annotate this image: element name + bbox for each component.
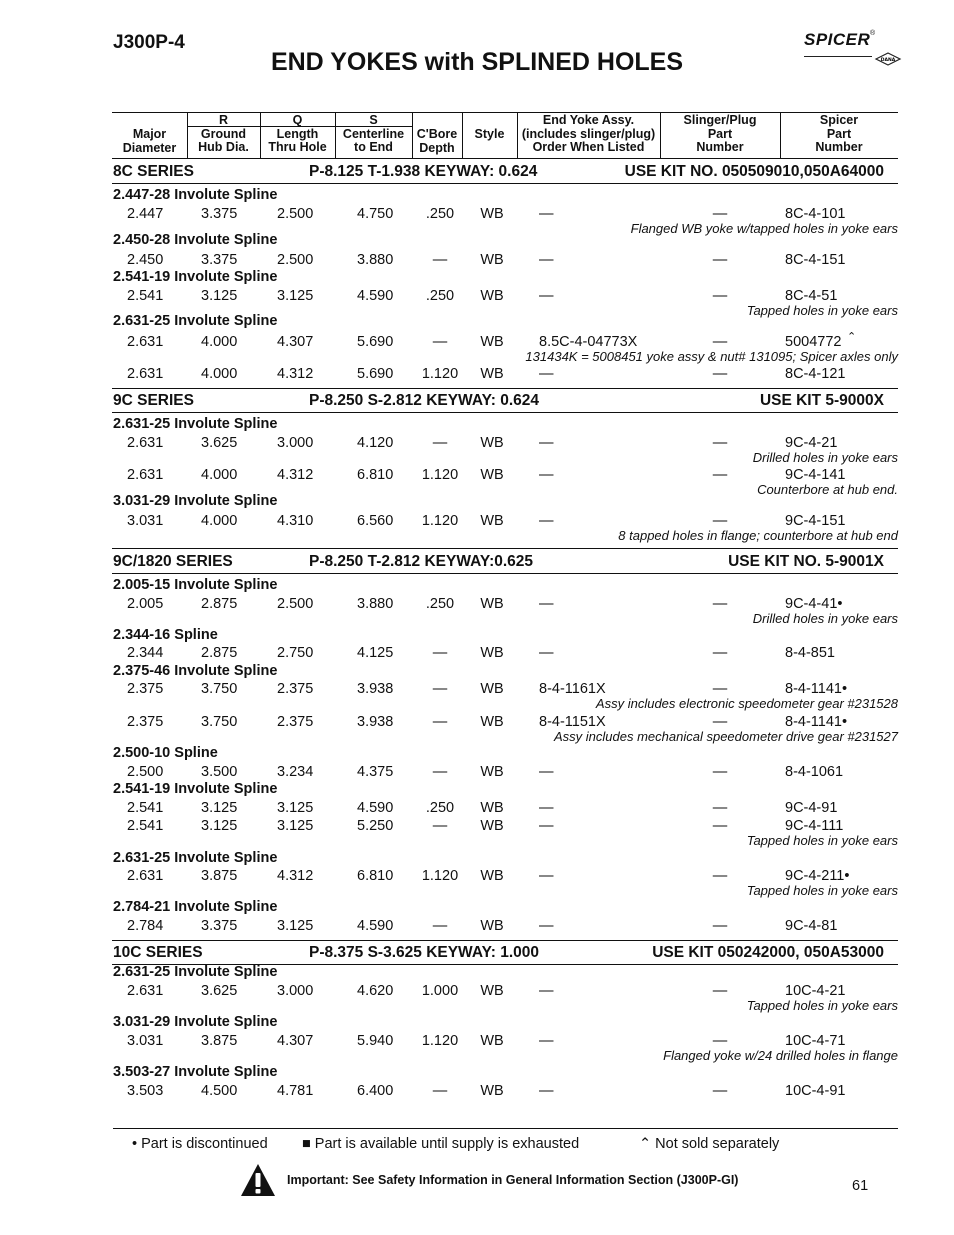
cell-q: 4.312 bbox=[277, 467, 314, 483]
cell-style: WB bbox=[480, 596, 504, 612]
cell-r: 4.000 bbox=[201, 334, 238, 350]
cell-style: WB bbox=[480, 366, 504, 382]
cell-r: 3.375 bbox=[201, 252, 238, 268]
cell-cbore: 1.120 bbox=[421, 868, 459, 884]
cell-slinger: — bbox=[712, 467, 728, 483]
cell-slinger: — bbox=[712, 681, 728, 697]
cell-cbore: .250 bbox=[425, 206, 455, 222]
cell-style: WB bbox=[480, 513, 504, 529]
row-note: 131434K = 5008451 yoke assy & nut# 131095; Spicer axles only bbox=[525, 349, 898, 364]
cell-major: 2.541 bbox=[127, 288, 164, 304]
cell-s: 3.938 bbox=[357, 714, 394, 730]
cell-cbore: .250 bbox=[425, 596, 455, 612]
cell-spicer: 9C-4-81 bbox=[785, 918, 838, 934]
cell-spicer: 9C-4-151 bbox=[785, 513, 846, 529]
dana-badge-text: DANA bbox=[880, 58, 896, 63]
cell-slinger: — bbox=[712, 868, 728, 884]
series-name: 9C/1820 SERIES bbox=[113, 553, 233, 570]
cell-cbore: — bbox=[432, 645, 448, 661]
cell-major: 2.344 bbox=[127, 645, 164, 661]
cell-slinger: — bbox=[712, 918, 728, 934]
row-note: Assy includes electronic speedometer gear #231528 bbox=[595, 696, 898, 711]
cell-major: 2.500 bbox=[127, 764, 164, 780]
registered-mark: ® bbox=[870, 30, 876, 37]
cell-spicer: 9C-4-21 bbox=[785, 435, 838, 451]
series-rule bbox=[112, 183, 898, 184]
cell-cbore: 1.120 bbox=[421, 467, 459, 483]
row-note: Assy includes mechanical speedometer drive gear #231527 bbox=[554, 729, 898, 744]
series-name: 8C SERIES bbox=[113, 163, 194, 180]
spline-heading: 3.031-29 Involute Spline bbox=[113, 493, 278, 509]
cell-major: 2.631 bbox=[127, 983, 164, 999]
cell-q: 2.500 bbox=[277, 206, 314, 222]
cell-style: WB bbox=[480, 1033, 504, 1049]
spline-heading: 2.631-25 Involute Spline bbox=[113, 416, 278, 432]
cell-s: 4.375 bbox=[357, 764, 394, 780]
cell-style: WB bbox=[480, 288, 504, 304]
cell-slinger: — bbox=[712, 818, 728, 834]
spline-heading: 2.631-25 Involute Spline bbox=[113, 850, 278, 866]
cell-style: WB bbox=[480, 334, 504, 350]
series-rule bbox=[112, 940, 898, 941]
series-name: 9C SERIES bbox=[113, 392, 194, 409]
cell-major: 2.375 bbox=[127, 714, 164, 730]
cell-spicer: 9C-4-41• bbox=[785, 596, 843, 612]
cell-style: WB bbox=[480, 800, 504, 816]
cell-s: 6.560 bbox=[357, 513, 394, 529]
cell-slinger: — bbox=[712, 596, 728, 612]
cell-assy: — bbox=[539, 206, 554, 222]
cell-s: 6.400 bbox=[357, 1083, 394, 1099]
cell-major: 2.631 bbox=[127, 467, 164, 483]
cell-slinger: — bbox=[712, 366, 728, 382]
cell-r: 3.625 bbox=[201, 983, 238, 999]
cell-r: 3.875 bbox=[201, 1033, 238, 1049]
cell-s: 6.810 bbox=[357, 467, 394, 483]
cell-spicer: 9C-4-91 bbox=[785, 800, 838, 816]
cell-slinger: — bbox=[712, 288, 728, 304]
cell-cbore: — bbox=[432, 334, 448, 350]
header-spicer-part: Spicer Part Number bbox=[815, 113, 863, 154]
series-rule bbox=[112, 388, 898, 389]
cell-cbore: — bbox=[432, 252, 448, 268]
page-number: 61 bbox=[852, 1178, 869, 1194]
page-title: END YOKES with SPLINED HOLES bbox=[270, 48, 684, 76]
cell-assy: — bbox=[539, 800, 554, 816]
cell-r: 3.375 bbox=[201, 206, 238, 222]
cell-s: 4.125 bbox=[357, 645, 394, 661]
spline-heading: 2.541-19 Involute Spline bbox=[113, 269, 278, 285]
spline-heading: 2.450-28 Involute Spline bbox=[113, 232, 278, 248]
cell-spicer: 10C-4-91 bbox=[785, 1083, 846, 1099]
warning-icon bbox=[240, 1163, 276, 1197]
cell-s: 6.810 bbox=[357, 868, 394, 884]
cell-q: 4.781 bbox=[277, 1083, 314, 1099]
legend-exhausted: ■ Part is available until supply is exhausted bbox=[302, 1136, 580, 1152]
cell-style: WB bbox=[480, 714, 504, 730]
row-note: Counterbore at hub end. bbox=[757, 482, 898, 497]
cell-assy: 8-4-1151X bbox=[539, 714, 606, 730]
header-bottom-rule bbox=[112, 158, 898, 159]
cell-slinger: — bbox=[712, 1033, 728, 1049]
cell-r: 2.875 bbox=[201, 596, 238, 612]
cell-slinger: — bbox=[712, 435, 728, 451]
cell-q: 2.500 bbox=[277, 252, 314, 268]
cell-spicer: 10C-4-71 bbox=[785, 1033, 846, 1049]
cell-assy: — bbox=[539, 818, 554, 834]
cell-assy: — bbox=[539, 252, 554, 268]
cell-q: 2.375 bbox=[277, 714, 314, 730]
cell-assy: — bbox=[539, 868, 554, 884]
cell-r: 3.125 bbox=[201, 288, 238, 304]
cell-cbore: — bbox=[432, 764, 448, 780]
cell-style: WB bbox=[480, 467, 504, 483]
cell-s: 5.690 bbox=[357, 334, 394, 350]
cell-major: 2.631 bbox=[127, 868, 164, 884]
row-note: Tapped holes in yoke ears bbox=[746, 883, 898, 898]
cell-spicer: 8-4-1141• bbox=[785, 681, 848, 697]
cell-cbore: — bbox=[432, 818, 448, 834]
cell-s: 3.880 bbox=[357, 252, 394, 268]
cell-q: 3.000 bbox=[277, 983, 314, 999]
row-note: 8 tapped holes in flange; counterbore at hub end bbox=[618, 528, 898, 543]
cell-cbore: 1.120 bbox=[421, 513, 459, 529]
cell-s: 5.250 bbox=[357, 818, 394, 834]
cell-style: WB bbox=[480, 868, 504, 884]
cell-slinger: — bbox=[712, 714, 728, 730]
cell-q: 4.307 bbox=[277, 1033, 314, 1049]
cell-style: WB bbox=[480, 983, 504, 999]
cell-r: 3.375 bbox=[201, 918, 238, 934]
cell-assy: — bbox=[539, 1083, 554, 1099]
document-id: J300P-4 bbox=[113, 32, 185, 53]
cell-s: 3.880 bbox=[357, 596, 394, 612]
spline-heading: 3.031-29 Involute Spline bbox=[113, 1014, 278, 1030]
not-sold-separately-marker: ⌃ bbox=[847, 331, 857, 343]
cell-cbore: — bbox=[432, 681, 448, 697]
cell-s: 4.120 bbox=[357, 435, 394, 451]
cell-cbore: — bbox=[432, 435, 448, 451]
series-spec: P-8.250 T-2.812 KEYWAY:0.625 bbox=[309, 553, 534, 570]
cell-spicer: 10C-4-21 bbox=[785, 983, 846, 999]
series-spec: P-8.250 S-2.812 KEYWAY: 0.624 bbox=[309, 392, 540, 409]
cell-assy: — bbox=[539, 1033, 554, 1049]
cell-slinger: — bbox=[712, 983, 728, 999]
cell-cbore: .250 bbox=[425, 288, 455, 304]
cell-major: 2.631 bbox=[127, 366, 164, 382]
cell-slinger: — bbox=[712, 513, 728, 529]
cell-q: 3.125 bbox=[277, 800, 314, 816]
cell-style: WB bbox=[480, 681, 504, 697]
spline-heading: 2.631-25 Involute Spline bbox=[113, 964, 278, 980]
cell-assy: 8-4-1161X bbox=[539, 681, 606, 697]
cell-cbore: 1.000 bbox=[421, 983, 459, 999]
cell-q: 3.125 bbox=[277, 288, 314, 304]
cell-style: WB bbox=[480, 764, 504, 780]
cell-spicer: 8-4-1061 bbox=[785, 764, 844, 780]
cell-spicer: 8C-4-121 bbox=[785, 366, 846, 382]
header-s: S Centerline to End bbox=[342, 113, 405, 154]
cell-assy: — bbox=[539, 513, 554, 529]
cell-major: 2.631 bbox=[127, 435, 164, 451]
series-rule bbox=[112, 412, 898, 413]
cell-major: 2.541 bbox=[127, 818, 164, 834]
cell-q: 4.307 bbox=[277, 334, 314, 350]
cell-assy: — bbox=[539, 467, 554, 483]
cell-s: 5.940 bbox=[357, 1033, 394, 1049]
row-note: Drilled holes in yoke ears bbox=[752, 450, 898, 465]
spline-heading: 2.500-10 Spline bbox=[113, 745, 218, 761]
cell-slinger: — bbox=[712, 252, 728, 268]
cell-q: 3.125 bbox=[277, 818, 314, 834]
header-q: Q Length Thru Hole bbox=[268, 113, 327, 154]
legend-discontinued: • Part is discontinued bbox=[132, 1136, 268, 1152]
cell-spicer: 8C-4-151 bbox=[785, 252, 846, 268]
cell-s: 4.590 bbox=[357, 918, 394, 934]
cell-style: WB bbox=[480, 252, 504, 268]
cell-cbore: — bbox=[432, 918, 448, 934]
row-note: Flanged WB yoke w/tapped holes in yoke ears bbox=[630, 221, 898, 236]
cell-spicer: 5004772 bbox=[785, 334, 842, 350]
cell-assy: 8.5C-4-04773X bbox=[539, 334, 638, 350]
legend-not-sold: ⌃ Not sold separately bbox=[639, 1136, 780, 1152]
cell-r: 3.875 bbox=[201, 868, 238, 884]
cell-cbore: .250 bbox=[425, 800, 455, 816]
cell-style: WB bbox=[480, 645, 504, 661]
cell-q: 3.125 bbox=[277, 918, 314, 934]
cell-assy: — bbox=[539, 288, 554, 304]
cell-style: WB bbox=[480, 435, 504, 451]
cell-assy: — bbox=[539, 596, 554, 612]
cell-slinger: — bbox=[712, 764, 728, 780]
cell-slinger: — bbox=[712, 334, 728, 350]
cell-assy: — bbox=[539, 645, 554, 661]
spline-heading: 2.784-21 Involute Spline bbox=[113, 899, 278, 915]
series-rule bbox=[112, 573, 898, 574]
spline-heading: 2.541-19 Involute Spline bbox=[113, 781, 278, 797]
cell-major: 2.375 bbox=[127, 681, 164, 697]
cell-major: 3.031 bbox=[127, 513, 164, 529]
cell-major: 2.784 bbox=[127, 918, 164, 934]
cell-r: 3.750 bbox=[201, 714, 238, 730]
cell-s: 4.590 bbox=[357, 288, 394, 304]
cell-r: 3.750 bbox=[201, 681, 238, 697]
cell-r: 4.500 bbox=[201, 1083, 238, 1099]
cell-r: 3.125 bbox=[201, 818, 238, 834]
series-name: 10C SERIES bbox=[113, 944, 203, 961]
cell-q: 4.312 bbox=[277, 366, 314, 382]
cell-s: 4.620 bbox=[357, 983, 394, 999]
cell-assy: — bbox=[539, 366, 554, 382]
cell-assy: — bbox=[539, 918, 554, 934]
cell-q: 4.310 bbox=[277, 513, 314, 529]
cell-spicer: 8C-4-101 bbox=[785, 206, 846, 222]
cell-spicer: 9C-4-111 bbox=[785, 818, 844, 834]
cell-spicer: 9C-4-211• bbox=[785, 868, 850, 884]
cell-r: 3.125 bbox=[201, 800, 238, 816]
cell-slinger: — bbox=[712, 1083, 728, 1099]
row-note: Tapped holes in yoke ears bbox=[746, 998, 898, 1013]
header-style: Style bbox=[474, 127, 505, 141]
row-note: Drilled holes in yoke ears bbox=[752, 611, 898, 626]
safety-notice: Important: See Safety Information in General Information Section (J300P-GI) bbox=[287, 1173, 739, 1187]
footer-rule bbox=[113, 1128, 898, 1129]
cell-q: 3.234 bbox=[277, 764, 314, 780]
spline-heading: 2.344-16 Spline bbox=[113, 627, 218, 643]
cell-slinger: — bbox=[712, 645, 728, 661]
cell-cbore: 1.120 bbox=[421, 1033, 459, 1049]
cell-s: 5.690 bbox=[357, 366, 394, 382]
cell-assy: — bbox=[539, 435, 554, 451]
header-end-yoke-assy: End Yoke Assy. (includes slinger/plug) Order When Listed bbox=[521, 113, 656, 154]
cell-q: 2.750 bbox=[277, 645, 314, 661]
header-slinger-plug: Slinger/Plug Part Number bbox=[683, 113, 757, 154]
cell-major: 2.541 bbox=[127, 800, 164, 816]
cell-r: 3.625 bbox=[201, 435, 238, 451]
cell-q: 4.312 bbox=[277, 868, 314, 884]
spline-heading: 2.447-28 Involute Spline bbox=[113, 187, 278, 203]
cell-s: 3.938 bbox=[357, 681, 394, 697]
cell-q: 2.500 bbox=[277, 596, 314, 612]
row-note: Flanged yoke w/24 drilled holes in flange bbox=[663, 1048, 898, 1063]
series-kit: USE KIT 050242000, 050A53000 bbox=[652, 944, 884, 961]
cell-slinger: — bbox=[712, 206, 728, 222]
cell-s: 4.750 bbox=[357, 206, 394, 222]
header-r: R Ground Hub Dia. bbox=[198, 113, 249, 154]
cell-major: 2.005 bbox=[127, 596, 164, 612]
cell-slinger: — bbox=[712, 800, 728, 816]
cell-style: WB bbox=[480, 1083, 504, 1099]
cell-assy: — bbox=[539, 764, 554, 780]
series-kit: USE KIT NO. 050509010,050A64000 bbox=[624, 163, 884, 180]
spline-heading: 3.503-27 Involute Spline bbox=[113, 1064, 278, 1080]
cell-r: 3.500 bbox=[201, 764, 238, 780]
cell-major: 2.447 bbox=[127, 206, 164, 222]
cell-major: 2.450 bbox=[127, 252, 164, 268]
cell-r: 4.000 bbox=[201, 513, 238, 529]
spline-heading: 2.005-15 Involute Spline bbox=[113, 577, 278, 593]
row-note: Tapped holes in yoke ears bbox=[746, 303, 898, 318]
cell-spicer: 8-4-1141• bbox=[785, 714, 848, 730]
cell-major: 2.631 bbox=[127, 334, 164, 350]
cell-q: 3.000 bbox=[277, 435, 314, 451]
row-note: Tapped holes in yoke ears bbox=[746, 833, 898, 848]
series-kit: USE KIT NO. 5-9001X bbox=[728, 553, 884, 570]
cell-style: WB bbox=[480, 918, 504, 934]
brand-name: SPICER bbox=[804, 30, 871, 49]
spline-heading: 2.375-46 Involute Spline bbox=[113, 663, 278, 679]
cell-major: 3.031 bbox=[127, 1033, 164, 1049]
cell-style: WB bbox=[480, 206, 504, 222]
series-spec: P-8.125 T-1.938 KEYWAY: 0.624 bbox=[309, 163, 538, 180]
cell-cbore: 1.120 bbox=[421, 366, 459, 382]
cell-spicer: 9C-4-141 bbox=[785, 467, 846, 483]
series-spec: P-8.375 S-3.625 KEYWAY: 1.000 bbox=[309, 944, 540, 961]
series-kit: USE KIT 5-9000X bbox=[759, 392, 884, 409]
cell-style: WB bbox=[480, 818, 504, 834]
cell-cbore: — bbox=[432, 714, 448, 730]
cell-assy: — bbox=[539, 983, 554, 999]
cell-r: 4.000 bbox=[201, 366, 238, 382]
header-major-diameter: Major Diameter bbox=[122, 127, 177, 155]
cell-s: 4.590 bbox=[357, 800, 394, 816]
spline-heading: 2.631-25 Involute Spline bbox=[113, 313, 278, 329]
header-cbore-depth: C'Bore Depth bbox=[416, 127, 458, 155]
cell-r: 2.875 bbox=[201, 645, 238, 661]
cell-spicer: 8-4-851 bbox=[785, 645, 835, 661]
cell-q: 2.375 bbox=[277, 681, 314, 697]
cell-spicer: 8C-4-51 bbox=[785, 288, 838, 304]
cell-cbore: — bbox=[432, 1083, 448, 1099]
cell-major: 3.503 bbox=[127, 1083, 164, 1099]
series-rule bbox=[112, 548, 898, 549]
cell-r: 4.000 bbox=[201, 467, 238, 483]
